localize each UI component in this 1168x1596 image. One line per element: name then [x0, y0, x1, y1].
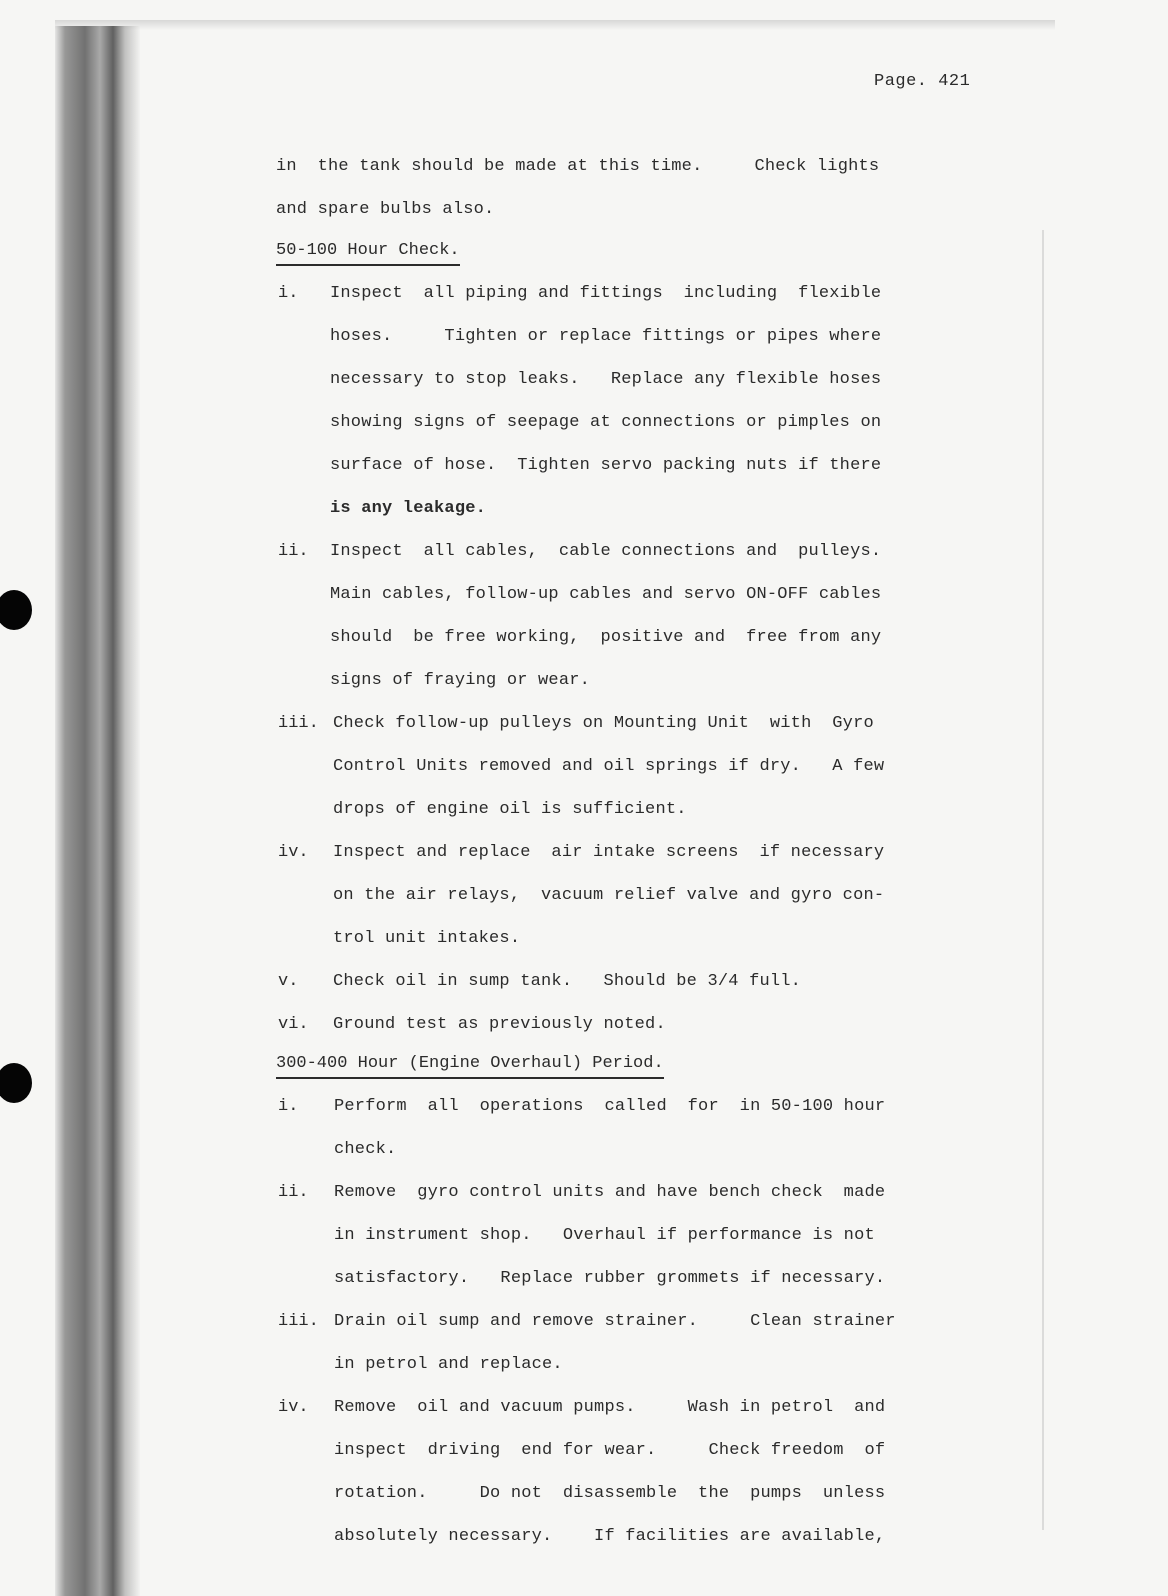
- item-number: ii.: [278, 542, 309, 561]
- item-text-line: rotation. Do not disassemble the pumps unless: [334, 1484, 886, 1503]
- scan-right-edge: [1042, 230, 1044, 1530]
- item-number: iv.: [278, 843, 309, 862]
- item-number: vi.: [278, 1015, 309, 1034]
- item-text-line: absolutely necessary. If facilities are available,: [334, 1527, 886, 1546]
- item-number: v.: [278, 972, 299, 991]
- section-heading: 50-100 Hour Check.: [276, 241, 460, 266]
- body-text-line: and spare bulbs also.: [276, 200, 495, 219]
- item-text-line: is any leakage.: [330, 499, 487, 518]
- item-text-line: in instrument shop. Overhaul if performance is not: [334, 1226, 875, 1245]
- item-text-line: Remove gyro control units and have bench check made: [334, 1183, 886, 1202]
- scan-top-edge: [55, 20, 1055, 30]
- item-text-line: inspect driving end for wear. Check freedom of: [334, 1441, 886, 1460]
- item-text-line: drops of engine oil is sufficient.: [333, 800, 687, 819]
- item-text-line: Main cables, follow-up cables and servo ON-OFF cables: [330, 585, 882, 604]
- item-number: iii.: [278, 1312, 319, 1331]
- page-number: Page. 421: [874, 72, 971, 91]
- item-text-line: surface of hose. Tighten servo packing nuts if there: [330, 456, 882, 475]
- punch-hole-top: [0, 590, 32, 630]
- item-text-line: Perform all operations called for in 50-100 hour: [334, 1097, 886, 1116]
- section-heading: 300-400 Hour (Engine Overhaul) Period.: [276, 1054, 664, 1079]
- item-text-line: necessary to stop leaks. Replace any flexible hoses: [330, 370, 882, 389]
- item-text-line: signs of fraying or wear.: [330, 671, 591, 690]
- item-text-line: trol unit intakes.: [333, 929, 521, 948]
- item-number: i.: [278, 1097, 299, 1116]
- item-text-line: check.: [334, 1140, 397, 1159]
- item-text-line: Inspect all cables, cable connections and pulleys.: [330, 542, 882, 561]
- item-text-line: in petrol and replace.: [334, 1355, 563, 1374]
- item-text-line: showing signs of seepage at connections or pimples on: [330, 413, 882, 432]
- item-text-line: on the air relays, vacuum relief valve and gyro con-: [333, 886, 885, 905]
- item-text-line: Inspect all piping and fittings including flexible: [330, 284, 882, 303]
- item-number: ii.: [278, 1183, 309, 1202]
- item-text-line: Drain oil sump and remove strainer. Clean strainer: [334, 1312, 896, 1331]
- item-number: i.: [278, 284, 299, 303]
- item-text-line: Ground test as previously noted.: [333, 1015, 666, 1034]
- item-text-line: Check oil in sump tank. Should be 3/4 full.: [333, 972, 802, 991]
- item-text-line: hoses. Tighten or replace fittings or pipes where: [330, 327, 882, 346]
- item-number: iv.: [278, 1398, 309, 1417]
- punch-hole-bottom: [0, 1063, 32, 1103]
- item-text-line: Check follow-up pulleys on Mounting Unit with Gyro: [333, 714, 874, 733]
- body-text-line: in the tank should be made at this time. Check lights: [276, 157, 880, 176]
- item-number: iii.: [278, 714, 319, 733]
- item-text-line: Control Units removed and oil springs if dry. A few: [333, 757, 885, 776]
- item-text-line: satisfactory. Replace rubber grommets if necessary.: [334, 1269, 886, 1288]
- item-text-line: should be free working, positive and free from any: [330, 628, 882, 647]
- binding-edge-shadow: [55, 26, 140, 1596]
- item-text-line: Remove oil and vacuum pumps. Wash in petrol and: [334, 1398, 886, 1417]
- item-text-line: Inspect and replace air intake screens if necessary: [333, 843, 885, 862]
